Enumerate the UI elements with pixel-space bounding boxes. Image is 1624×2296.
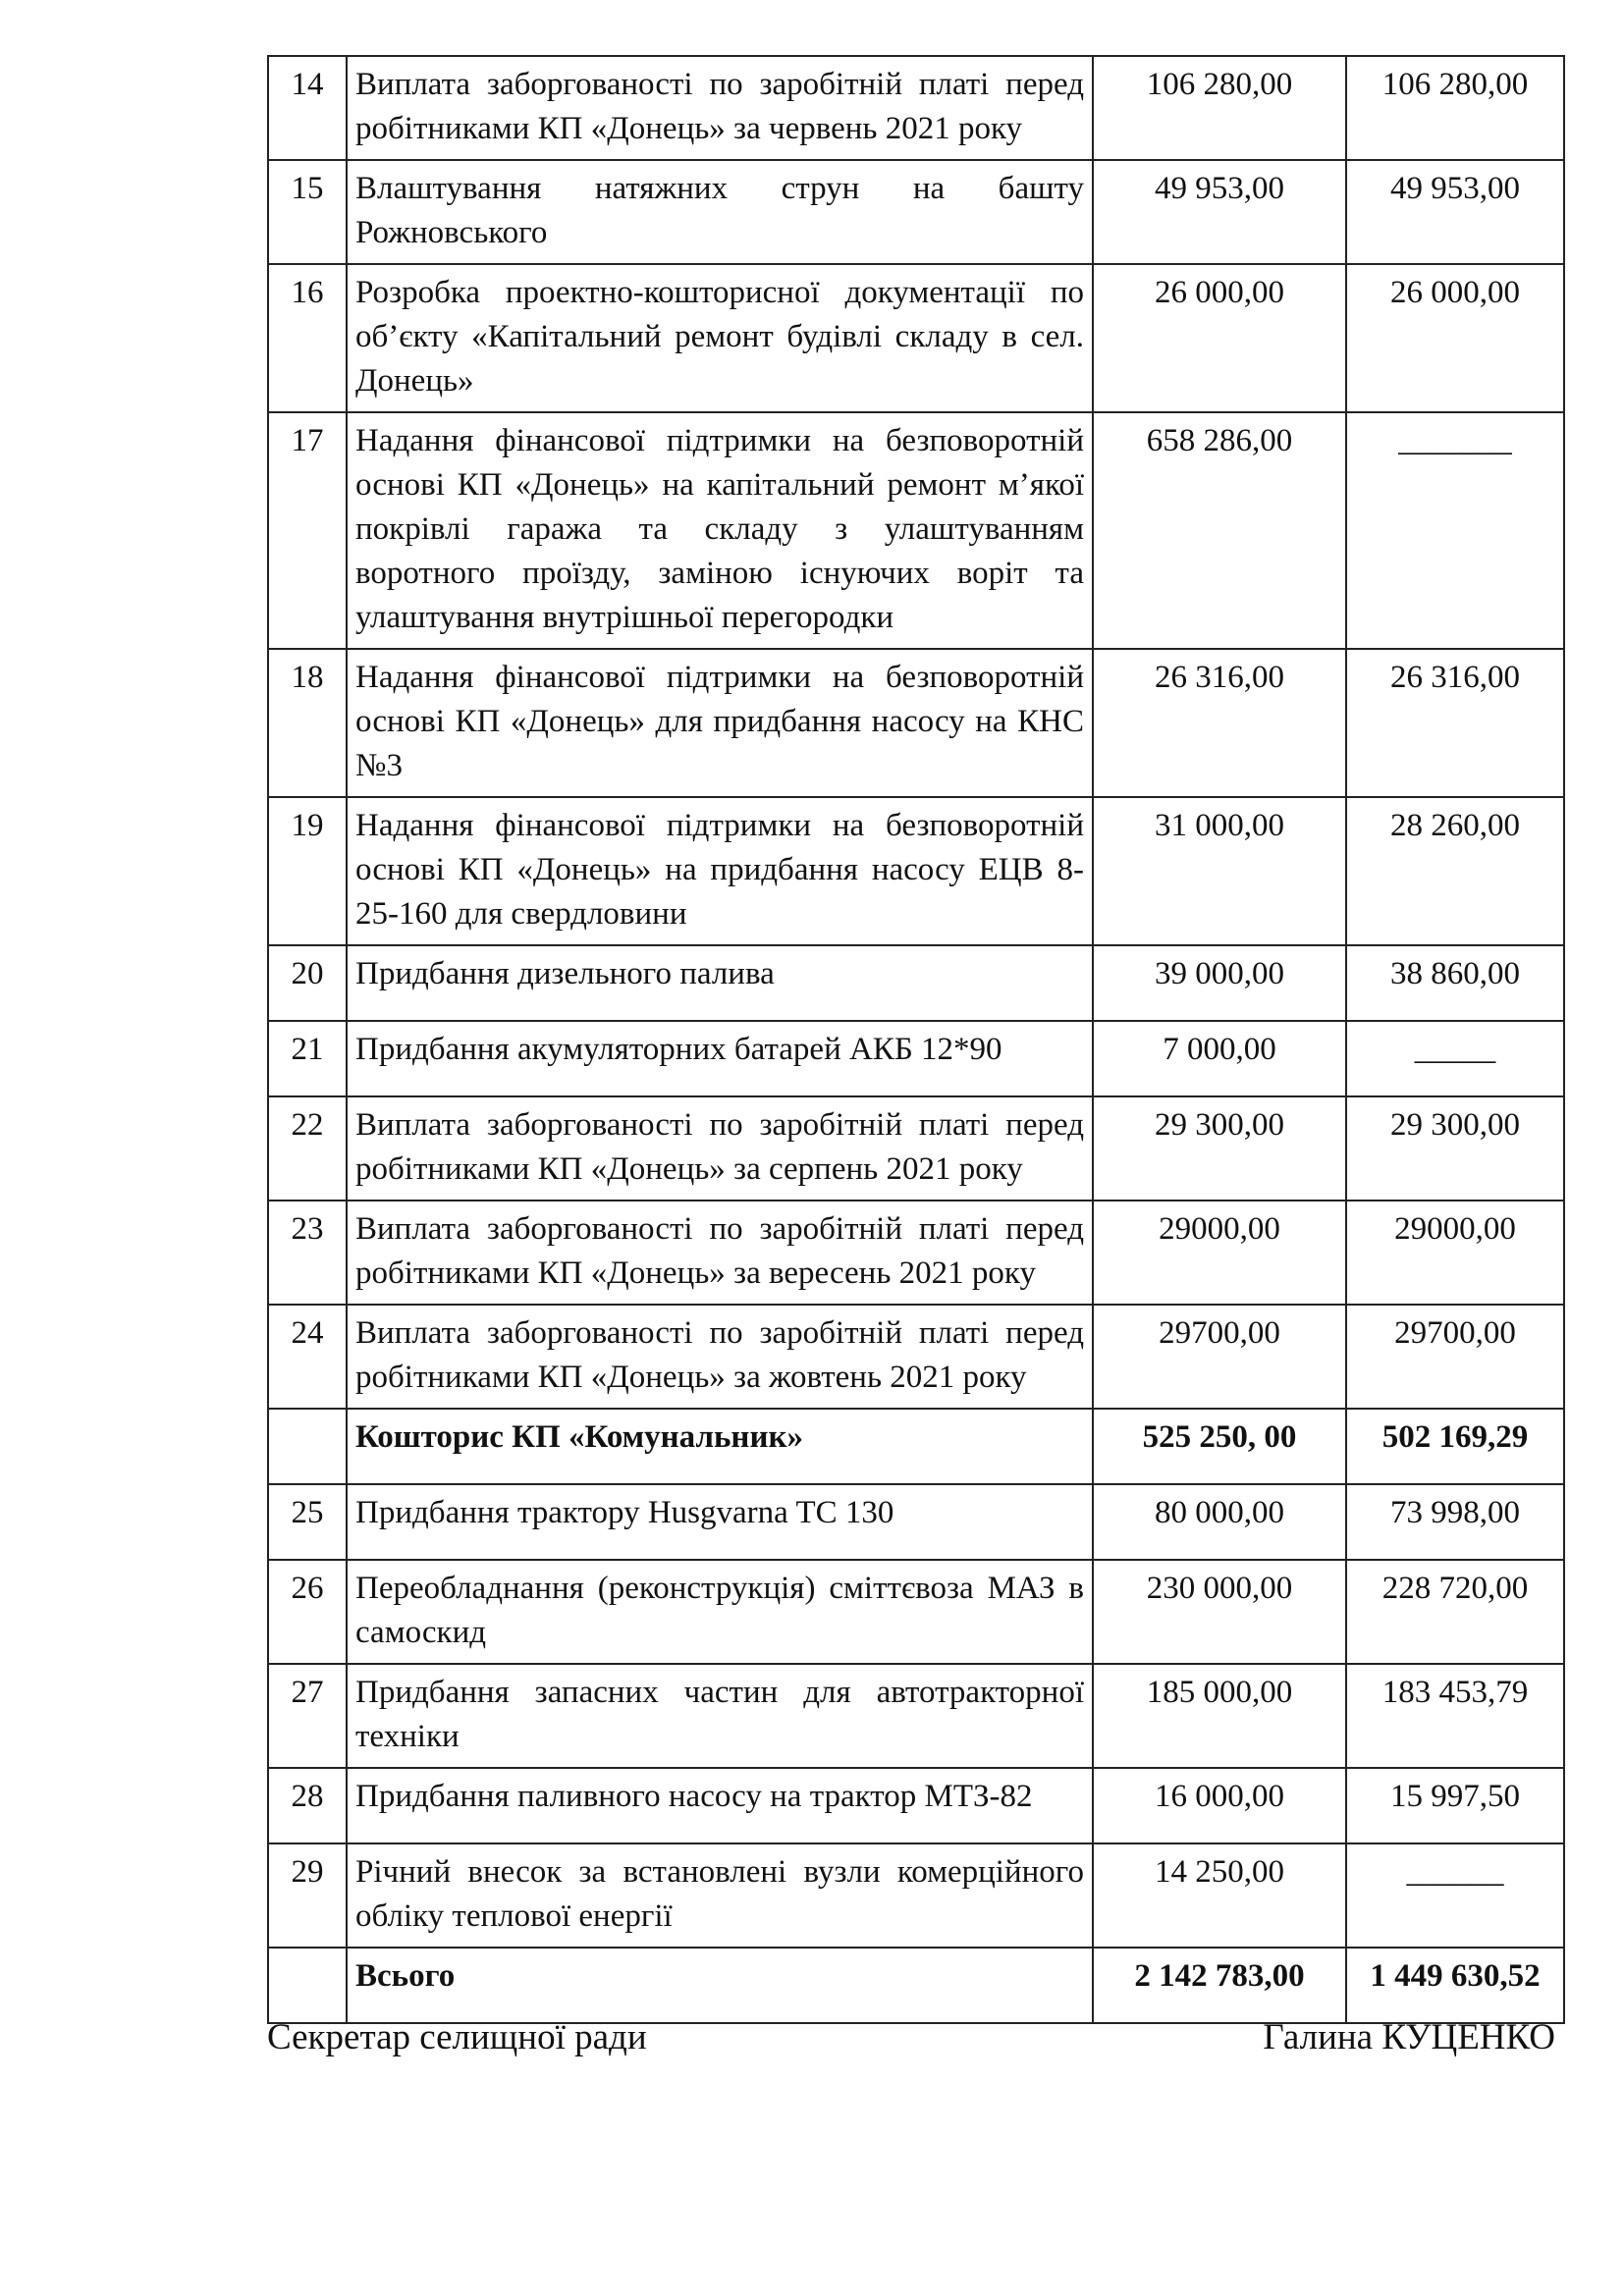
row-actual-amount: 29700,00: [1346, 1305, 1564, 1409]
row-actual-amount: _______: [1346, 412, 1564, 649]
row-description: Придбання паливного насосу на трактор МТЗ-82: [347, 1768, 1093, 1843]
table-row: [268, 1305, 1564, 1409]
row-planned-amount: 29000,00: [1093, 1201, 1346, 1305]
row-actual-amount: 183 453,79: [1346, 1664, 1564, 1768]
signer-name: Галина КУЦЕНКО: [1263, 2017, 1555, 2057]
row-number: 28: [268, 1768, 347, 1843]
table-row: [268, 412, 1564, 649]
row-planned-amount: 29 300,00: [1093, 1096, 1346, 1201]
table-row: [268, 1843, 1564, 1948]
row-planned-amount: 230 000,00: [1093, 1560, 1346, 1664]
table-row: [268, 1664, 1564, 1768]
signer-position: Секретар селищної ради: [267, 2017, 647, 2057]
row-actual-amount: 38 860,00: [1346, 945, 1564, 1021]
row-planned-amount: 7 000,00: [1093, 1021, 1346, 1096]
row-description: Виплата заборгованості по заробітній платі перед робітниками КП «Донець» за серпень 2021 року: [347, 1096, 1093, 1201]
row-description: Виплата заборгованості по заробітній платі перед робітниками КП «Донець» за вересень 2021 року: [347, 1201, 1093, 1305]
row-description: Всього: [347, 1948, 1093, 2023]
row-description: Надання фінансової підтримки на безповоротній основі КП «Донець» на придбання насосу ЕЦВ 8-25-160 для свердловини: [347, 797, 1093, 945]
row-number: 26: [268, 1560, 347, 1664]
row-actual-amount: 1 449 630,52: [1346, 1948, 1564, 2023]
row-number: 14: [268, 56, 347, 160]
row-number: 25: [268, 1484, 347, 1560]
row-number: [268, 1948, 347, 2023]
row-number: 22: [268, 1096, 347, 1201]
row-planned-amount: 16 000,00: [1093, 1768, 1346, 1843]
row-planned-amount: 14 250,00: [1093, 1843, 1346, 1948]
row-planned-amount: 31 000,00: [1093, 797, 1346, 945]
table-row: [268, 649, 1564, 797]
table-row: [268, 56, 1564, 160]
row-actual-amount: 26 000,00: [1346, 264, 1564, 412]
row-actual-amount: 15 997,50: [1346, 1768, 1564, 1843]
row-description: Придбання запасних частин для автотракторної техніки: [347, 1664, 1093, 1768]
row-actual-amount: 29 300,00: [1346, 1096, 1564, 1201]
row-description: Переобладнання (реконструкція) сміттєвоза МАЗ в самоскид: [347, 1560, 1093, 1664]
row-actual-amount: 26 316,00: [1346, 649, 1564, 797]
row-description: Надання фінансової підтримки на безповоротній основі КП «Донець» на капітальний ремонт м’якої покрівлі гаража та складу з улаштуванням воротного проїзду, заміною існуючих воріт та улаштування внутрішньої перегородки: [347, 412, 1093, 649]
row-planned-amount: 2 142 783,00: [1093, 1948, 1346, 2023]
row-description: Надання фінансової підтримки на безповоротній основі КП «Донець» для придбання насосу на КНС №3: [347, 649, 1093, 797]
row-planned-amount: 525 250, 00: [1093, 1409, 1346, 1484]
row-description: Придбання трактору Husgvarna TC 130: [347, 1484, 1093, 1560]
row-description: Виплата заборгованості по заробітній платі перед робітниками КП «Донець» за червень 2021 року: [347, 56, 1093, 160]
row-planned-amount: 29700,00: [1093, 1305, 1346, 1409]
row-actual-amount: 28 260,00: [1346, 797, 1564, 945]
row-planned-amount: 26 316,00: [1093, 649, 1346, 797]
row-description: Виплата заборгованості по заробітній платі перед робітниками КП «Донець» за жовтень 2021 року: [347, 1305, 1093, 1409]
row-actual-amount: _____: [1346, 1021, 1564, 1096]
table-row: [268, 1768, 1564, 1843]
table-row: [268, 160, 1564, 264]
table-row: [268, 1201, 1564, 1305]
row-number: 29: [268, 1843, 347, 1948]
row-number: 20: [268, 945, 347, 1021]
row-description: Влаштування натяжних струн на башту Рожновського: [347, 160, 1093, 264]
budget-table-body: [268, 56, 1564, 2023]
table-row: [268, 1484, 1564, 1560]
row-planned-amount: 39 000,00: [1093, 945, 1346, 1021]
row-description: Придбання дизельного палива: [347, 945, 1093, 1021]
row-number: 15: [268, 160, 347, 264]
row-planned-amount: 80 000,00: [1093, 1484, 1346, 1560]
table-summary-row: [268, 1409, 1564, 1484]
row-actual-amount: 73 998,00: [1346, 1484, 1564, 1560]
table-row: [268, 1021, 1564, 1096]
table-row: [268, 264, 1564, 412]
table-row: [268, 797, 1564, 945]
table-summary-row: [268, 1948, 1564, 2023]
row-description: Придбання акумуляторних батарей АКБ 12*90: [347, 1021, 1093, 1096]
row-actual-amount: 502 169,29: [1346, 1409, 1564, 1484]
row-actual-amount: 106 280,00: [1346, 56, 1564, 160]
row-number: 16: [268, 264, 347, 412]
table-row: [268, 1096, 1564, 1201]
row-number: 18: [268, 649, 347, 797]
row-planned-amount: 26 000,00: [1093, 264, 1346, 412]
row-actual-amount: 49 953,00: [1346, 160, 1564, 264]
row-number: 27: [268, 1664, 347, 1768]
table-row: [268, 945, 1564, 1021]
table-row: [268, 1560, 1564, 1664]
row-number: 21: [268, 1021, 347, 1096]
row-planned-amount: 658 286,00: [1093, 412, 1346, 649]
row-number: 17: [268, 412, 347, 649]
row-planned-amount: 106 280,00: [1093, 56, 1346, 160]
row-number: 19: [268, 797, 347, 945]
row-number: [268, 1409, 347, 1484]
row-actual-amount: 228 720,00: [1346, 1560, 1564, 1664]
row-number: 24: [268, 1305, 347, 1409]
row-number: 23: [268, 1201, 347, 1305]
row-description: Кошторис КП «Комунальник»: [347, 1409, 1093, 1484]
row-description: Річний внесок за встановлені вузли комерційного обліку теплової енергії: [347, 1843, 1093, 1948]
budget-table: [267, 55, 1565, 2024]
row-planned-amount: 49 953,00: [1093, 160, 1346, 264]
row-actual-amount: ______: [1346, 1843, 1564, 1948]
row-actual-amount: 29000,00: [1346, 1201, 1564, 1305]
row-description: Розробка проектно-кошторисної документації по об’єкту «Капітальний ремонт будівлі складу в сел. Донець»: [347, 264, 1093, 412]
row-planned-amount: 185 000,00: [1093, 1664, 1346, 1768]
